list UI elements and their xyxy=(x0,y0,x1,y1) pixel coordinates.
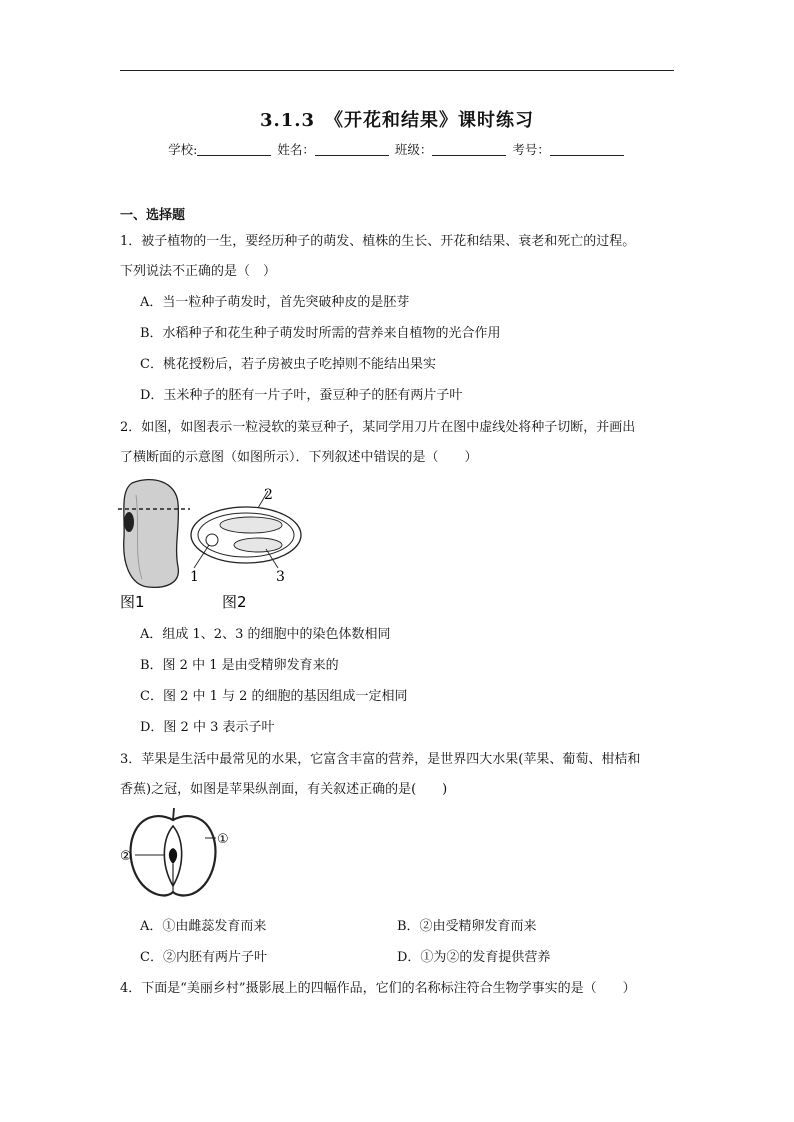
section-title: 一、选择题 xyxy=(120,208,186,223)
q2-option-b[interactable]: B．图 2 中 1 是由受精卵发育来的 xyxy=(140,658,339,673)
student-info-line xyxy=(0,140,794,158)
q2-stem-line-2: 了横断面的示意图（如图所示）．下列叙述中错误的是（ ） xyxy=(120,450,478,465)
caption-fig1: 图1 xyxy=(120,593,145,611)
q1-option-a[interactable]: A．当一粒种子萌发时，首先突破种皮的是胚芽 xyxy=(140,295,410,310)
label-circle2: ② xyxy=(120,849,132,864)
cotyledon-lower xyxy=(234,538,282,552)
q1-option-c[interactable]: C．桃花授粉后，若子房被虫子吃掉则不能结出果实 xyxy=(140,357,436,372)
q3-stem-line-2: 香蕉)之冠，如图是苹果纵剖面，有关叙述正确的是( ) xyxy=(120,782,448,797)
q1-stem-line-2: 下列说法不正确的是（ ） xyxy=(120,264,277,279)
q4-stem-line-1: 4．下面是“美丽乡村”摄影展上的四幅作品，它们的名称标注符合生物学事实的是（ ） xyxy=(120,981,636,996)
q3-stem-line-1: 3．苹果是生活中最常见的水果，它富含丰富的营养，是世界四大水果(苹果、葡萄、柑桔和 xyxy=(120,752,641,767)
class-blank[interactable] xyxy=(432,143,506,156)
name-blank[interactable] xyxy=(315,143,389,156)
school-label: 学校: xyxy=(168,142,198,157)
q1-option-b[interactable]: B．水稻种子和花生种子萌发时所需的营养来自植物的光合作用 xyxy=(140,326,501,341)
apple-section-figure xyxy=(118,808,233,903)
q3-option-a[interactable]: A．①由雌蕊发育而来 xyxy=(140,919,267,934)
exam-number-blank[interactable] xyxy=(550,143,624,156)
label-3: 3 xyxy=(276,569,285,585)
cotyledon-upper xyxy=(220,517,282,533)
q3-option-c[interactable]: C．②内胚有两片子叶 xyxy=(140,950,267,965)
bean-seed-figure xyxy=(118,475,303,615)
caption-fig2: 图2 xyxy=(222,593,247,611)
bean-outline xyxy=(124,480,179,588)
name-label: 姓名： xyxy=(277,142,315,157)
q2-option-c[interactable]: C．图 2 中 1 与 2 的细胞的基因组成一定相同 xyxy=(140,689,408,704)
apple-stem xyxy=(173,808,174,820)
q1-option-d[interactable]: D．玉米种子的胚有一片子叶，蚕豆种子的胚有两片子叶 xyxy=(140,388,463,403)
label-2: 2 xyxy=(264,487,273,503)
label-1: 1 xyxy=(190,569,199,585)
school-blank[interactable] xyxy=(197,143,271,156)
exam-number-label: 考号： xyxy=(512,142,550,157)
q3-option-d[interactable]: D．①为②的发育提供营养 xyxy=(397,950,551,965)
class-label: 班级： xyxy=(394,142,433,157)
q2-option-d[interactable]: D．图 2 中 3 表示子叶 xyxy=(140,720,275,735)
page-title: 3.1.3 《开花和结果》课时练习 xyxy=(259,110,535,131)
cross-section-outer xyxy=(191,507,301,563)
q3-option-b[interactable]: B．②由受精卵发育而来 xyxy=(397,919,537,934)
header-rule xyxy=(120,70,674,71)
hilum-mark xyxy=(124,512,134,532)
label-circle1: ① xyxy=(217,832,229,847)
q2-option-a[interactable]: A．组成 1、2、3 的细胞中的染色体数相同 xyxy=(140,627,391,642)
q2-stem-line-1: 2．如图，如图表示一粒浸软的菜豆种子，某同学用刀片在图中虚线处将种子切断，并画出 xyxy=(120,420,636,435)
embryo-circle xyxy=(206,534,218,546)
q1-stem-line-1: 1．被子植物的一生，要经历种子的萌发、植株的生长、开花和结果、衰老和死亡的过程。 xyxy=(120,234,636,249)
